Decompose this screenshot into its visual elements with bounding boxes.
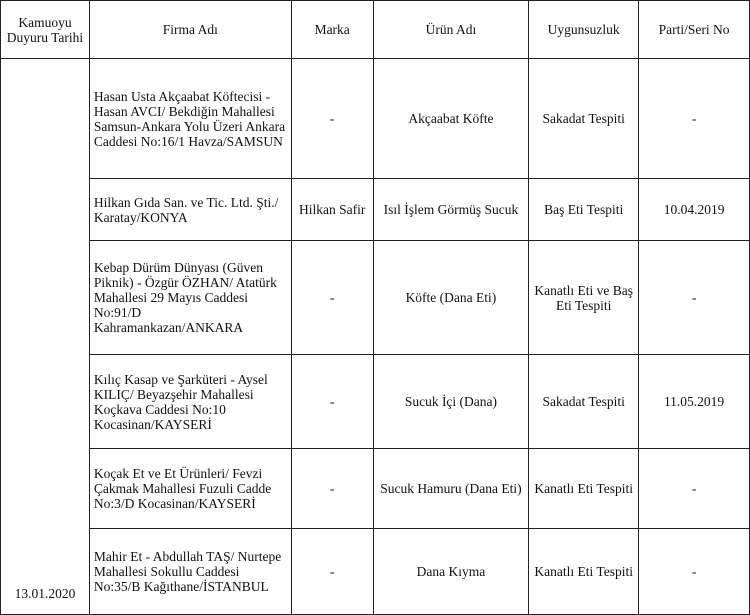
product-cell: Sucuk Hamuru (Dana Eti) (373, 449, 529, 529)
brand-cell: Hilkan Safir (291, 179, 373, 241)
table-row (1, 59, 750, 179)
table-row (1, 355, 750, 449)
nonconformity-cell: Kanatlı Eti Tespiti (529, 529, 639, 615)
nonconformity-cell: Sakadat Tespiti (529, 59, 639, 179)
header-batch-number: Parti/Seri No (639, 1, 750, 59)
product-cell: Dana Kıyma (373, 529, 529, 615)
firm-cell: Mahir Et - Abdullah TAŞ/ Nurtepe Mahallesi Sokullu Caddesi No:35/B Kağıthane/İSTANBUL (89, 529, 291, 615)
batch-cell: 11.05.2019 (639, 355, 750, 449)
brand-cell: - (291, 449, 373, 529)
announcement-date-cell: 13.01.2020 (1, 59, 90, 615)
batch-cell: 10.04.2019 (639, 179, 750, 241)
brand-cell: - (291, 355, 373, 449)
header-firm-name: Firma Adı (89, 1, 291, 59)
brand-cell: - (291, 241, 373, 355)
firm-cell: Koçak Et ve Et Ürünleri/ Fevzi Çakmak Mahallesi Fuzuli Cadde No:3/D Kocasinan/KAYSERİ (89, 449, 291, 529)
header-product-name: Ürün Adı (373, 1, 529, 59)
batch-cell: - (639, 59, 750, 179)
batch-cell: - (639, 449, 750, 529)
header-brand: Marka (291, 1, 373, 59)
table-row (1, 449, 750, 529)
firm-cell: Hasan Usta Akçaabat Köftecisi - Hasan AVCI/ Bekdiğin Mahallesi Samsun-Ankara Yolu Üzeri Ankara Caddesi No:16/1 Havza/SAMSUN (89, 59, 291, 179)
table-row (1, 179, 750, 241)
batch-cell: - (639, 529, 750, 615)
nonconformity-cell: Kanatlı Eti ve Baş Eti Tespiti (529, 241, 639, 355)
brand-cell: - (291, 59, 373, 179)
header-row (1, 1, 750, 59)
nonconformity-cell: Sakadat Tespiti (529, 355, 639, 449)
product-cell: Köfte (Dana Eti) (373, 241, 529, 355)
table-row (1, 529, 750, 615)
header-nonconformity: Uygunsuzluk (529, 1, 639, 59)
firm-cell: Kılıç Kasap ve Şarküteri - Aysel KILIÇ/ Beyazşehir Mahallesi Koçkava Caddesi No:10 Kocasinan/KAYSERİ (89, 355, 291, 449)
nonconformity-cell: Kanatlı Eti Tespiti (529, 449, 639, 529)
table-row (1, 241, 750, 355)
product-cell: Isıl İşlem Görmüş Sucuk (373, 179, 529, 241)
brand-cell: - (291, 529, 373, 615)
header-announcement-date: Kamuoyu Duyuru Tarihi (1, 1, 90, 59)
nonconformity-cell: Baş Eti Tespiti (529, 179, 639, 241)
product-cell: Sucuk İçi (Dana) (373, 355, 529, 449)
firm-cell: Hilkan Gıda San. ve Tic. Ltd. Şti./ Karatay/KONYA (89, 179, 291, 241)
product-cell: Akçaabat Köfte (373, 59, 529, 179)
batch-cell: - (639, 241, 750, 355)
firm-cell: Kebap Dürüm Dünyası (Güven Piknik) - Özgür ÖZHAN/ Atatürk Mahallesi 29 Mayıs Caddesi No:91/D Kahramankazan/ANKARA (89, 241, 291, 355)
